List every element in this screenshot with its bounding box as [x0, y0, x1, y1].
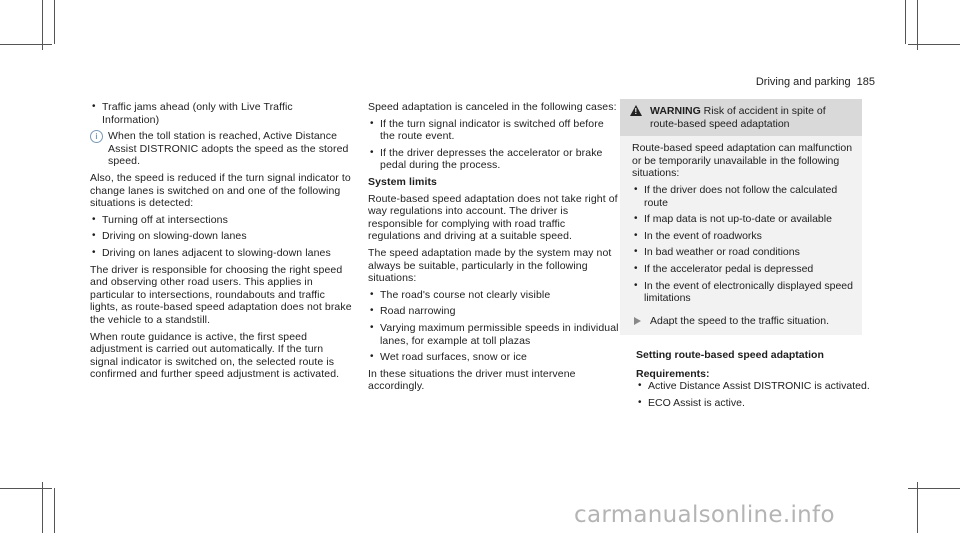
warning-box [620, 99, 862, 335]
list-item: • The road's course not clearly visible [368, 289, 620, 302]
paragraph: Also, the speed is reduced if the turn signal indicator to change lanes is switched on and one of the following situations is detected: [90, 171, 351, 210]
action-text: Adapt the speed to the traffic situation. [650, 314, 830, 327]
list-item: • If the accelerator pedal is depressed [632, 263, 854, 276]
column-left [90, 101, 352, 385]
column-middle [368, 101, 620, 397]
list-item: • If map data is not up-to-date or available [632, 213, 854, 226]
list-item: • Varying maximum permissible speeds in individual lanes, for example at toll plazas [368, 322, 620, 347]
section-heading: System limits [368, 175, 437, 188]
warning-icon [630, 105, 642, 116]
section-title: Driving and parking [755, 76, 851, 88]
crop-mark [54, 0, 55, 44]
list-item: • In the event of roadworks [632, 230, 854, 243]
crop-mark [917, 0, 918, 50]
info-note [90, 130, 352, 168]
paragraph: Route-based speed adaptation can malfunction or be temporarily unavailable in the following situations: [632, 142, 853, 180]
list-item: • Turning off at intersections [90, 214, 352, 227]
list-item: • If the driver does not follow the calculated route [632, 184, 854, 209]
page-number: 185 [856, 76, 875, 88]
warning-label: WARNING [650, 105, 701, 117]
crop-mark [0, 488, 52, 489]
setting-section [636, 349, 876, 413]
crop-mark [908, 44, 960, 45]
crop-mark [54, 488, 55, 533]
watermark: carmanualsonline.info [574, 502, 835, 528]
warning-body [620, 136, 862, 335]
crop-mark [42, 482, 43, 533]
list-item: • Wet road surfaces, snow or ice [368, 351, 620, 364]
paragraph: Speed adaptation is canceled in the following cases: [368, 101, 617, 113]
crop-mark [42, 0, 43, 50]
list-item: • If the driver depresses the accelerator or brake pedal during the process. [368, 147, 620, 172]
paragraph: The driver is responsible for choosing the right speed and observing other road users. This applies in particular to intersections, roundabouts and traffic lights, as route-based speed adaptation does not brake the vehicle to a standstill. [90, 263, 352, 326]
crop-mark [908, 488, 960, 489]
requirements-heading: Requirements: [636, 367, 710, 380]
action-step [632, 315, 854, 328]
paragraph: In these situations the driver must intervene accordingly. [368, 367, 576, 393]
list-item: • In bad weather or road conditions [632, 246, 854, 259]
list-item: • In the event of electronically displayed speed limitations [632, 280, 854, 305]
list-item: • If the turn signal indicator is switched off before the route event. [368, 118, 620, 143]
info-icon: i [90, 130, 103, 143]
page-header [756, 76, 875, 88]
note-text: When the toll station is reached, Active Distance Assist DISTRONIC adopts the speed as the stored speed. [108, 130, 349, 168]
paragraph: Route-based speed adaptation does not take right of way regulations into account. The driver is responsible for complying with road traffic regulations and driving at a suitable speed. [368, 192, 618, 243]
crop-mark [905, 0, 906, 44]
crop-mark [0, 44, 52, 45]
warning-header [620, 99, 862, 136]
list-item: • Road narrowing [368, 305, 620, 318]
list-item: • Driving on lanes adjacent to slowing-down lanes [90, 247, 352, 260]
action-arrow-icon [634, 317, 641, 325]
crop-mark [917, 482, 918, 533]
list-item: • Driving on slowing-down lanes [90, 230, 352, 243]
list-item: • Traffic jams ahead (only with Live Traffic Information) [90, 101, 352, 126]
paragraph: The speed adaptation made by the system may not always be suitable, particularly in the following situations: [368, 246, 612, 285]
paragraph: When route guidance is active, the first speed adjustment is carried out automatically. If the turn signal indicator is switched on, the selected route is confirmed and further speed adjustment is activated. [90, 330, 340, 381]
list-item: • ECO Assist is active. [636, 397, 876, 410]
warning-title: Risk of accident in spite of route-based speed adaptation [650, 105, 826, 130]
list-item: • Active Distance Assist DISTRONIC is activated. [636, 380, 876, 393]
section-heading: Setting route-based speed adaptation [636, 349, 824, 361]
